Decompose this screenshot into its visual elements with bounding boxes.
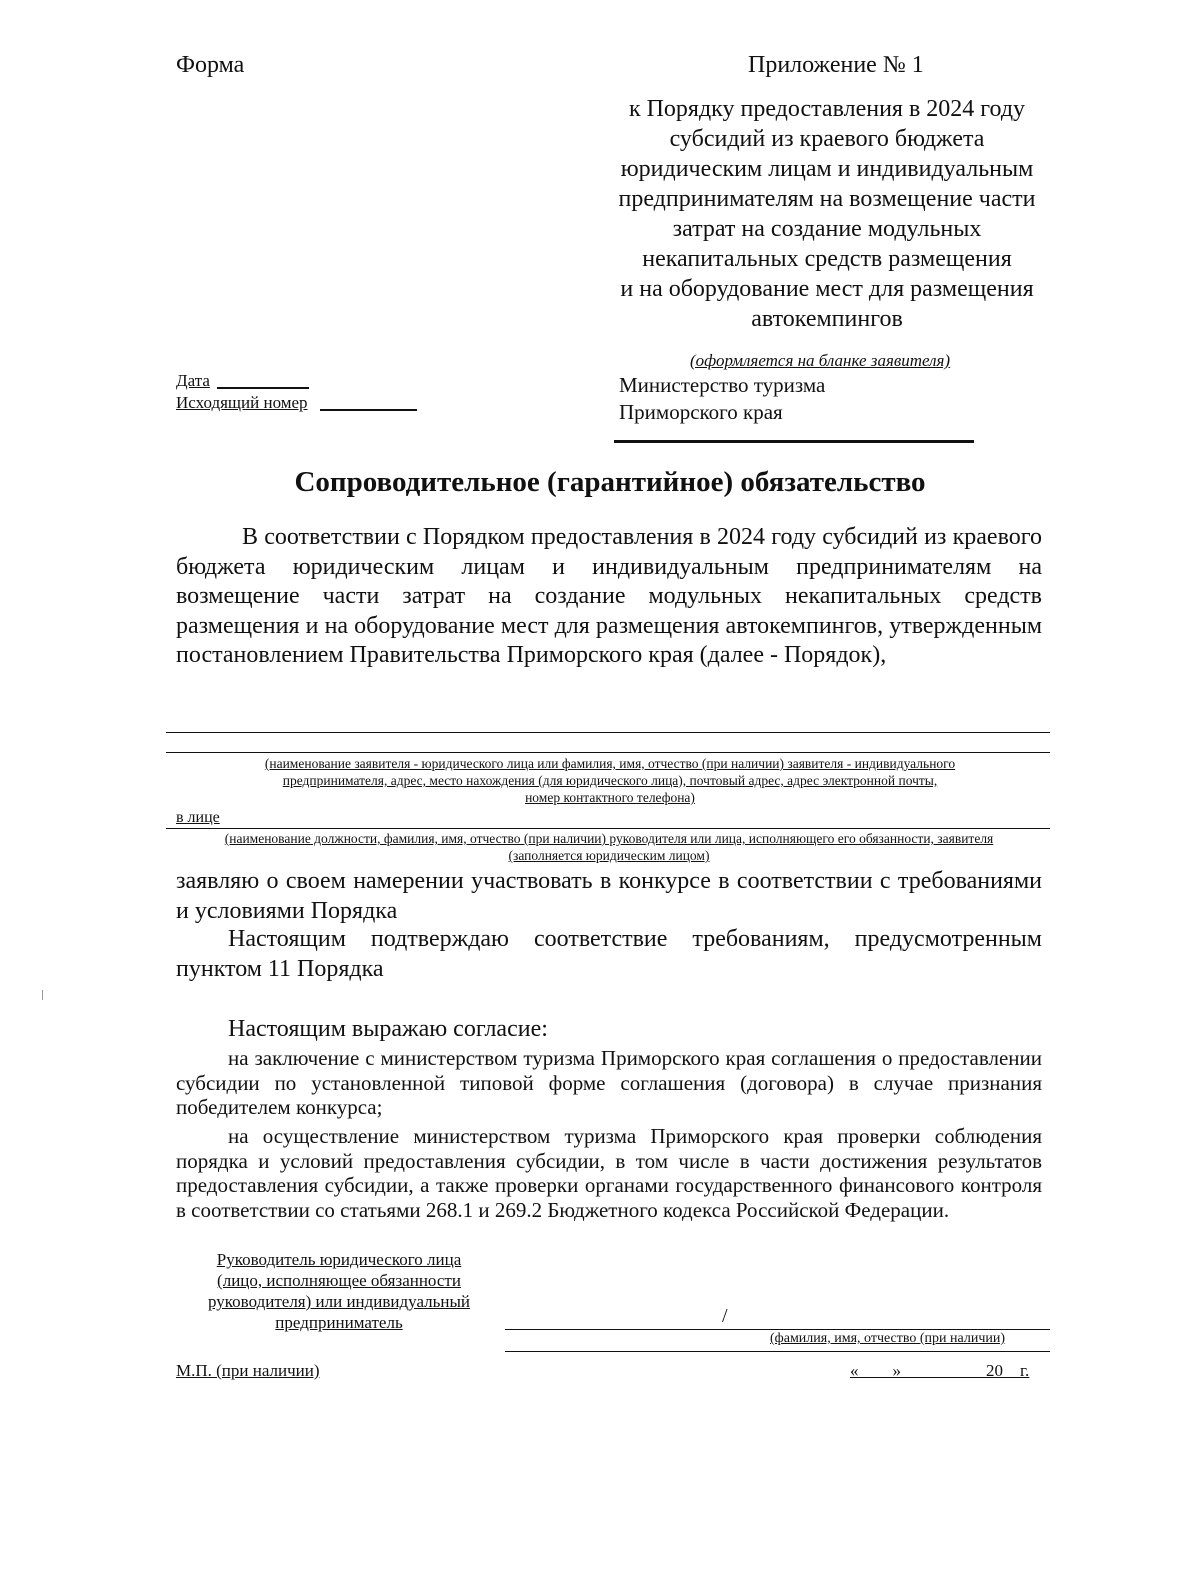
appendix-description [596, 94, 1058, 334]
applicant-fill-line[interactable] [166, 732, 1050, 733]
letterhead-note: (оформляется на бланке заявителя) [690, 351, 951, 370]
intro-paragraph: В соответствии с Порядком предоставления в 2024 году субсидий из краевого бюджета юридическим лицам и индивидуальным предпринимателям на возмещение части затрат на создание модульных некапитальных средств размещения и на оборудование мест для размещения автокемпингов, утвержденным постановлением Правительства Приморского края (далее - Порядок), [176, 524, 1042, 668]
outgoing-number-fill-line[interactable] [320, 409, 417, 411]
appendix-line: затрат на создание модульных [672, 216, 982, 242]
appendix-line: некапитальных средств размещения [642, 246, 1012, 272]
consent-item: на заключение с министерством туризма Приморского края соглашения о предоставлении субсидии по установленной типовой форме соглашения (договора) в случае признания победителем конкурса; [176, 1046, 1042, 1119]
representative-fill-line[interactable] [166, 828, 1050, 829]
appendix-line: предпринимателям на возмещение части [618, 186, 1036, 212]
consent-heading: Настоящим выражаю согласие: [228, 1016, 548, 1042]
appendix-line: автокемпингов [751, 306, 903, 332]
appendix-label: Приложение № 1 [748, 52, 924, 78]
signature-fill-line[interactable] [505, 1351, 1050, 1352]
signatory-role [180, 1249, 498, 1333]
applicant-fill-line[interactable] [166, 752, 1050, 753]
recipient-line: Министерство туризма [619, 373, 826, 397]
date-fill-line[interactable] [217, 387, 309, 389]
confirmation-paragraph: Настоящим подтверждаю соответствие требованиям, предусмотренным пунктом 11 Порядка [176, 926, 1042, 982]
signature-fill-line[interactable] [505, 1329, 1050, 1330]
consent-item: на осуществление министерством туризма Приморского края проверки соблюдения порядка и условий предоставления субсидии, в том числе в части достижения результатов предоставления субсидии, а также проверки органами государственного финансового контроля в соответствии со статьями 268.1 и 269.2 Бюджетного кодекса Российской Федерации. [176, 1124, 1042, 1222]
appendix-line: юридическим лицам и индивидуальным [620, 156, 1034, 182]
signature-separator: / [722, 1305, 728, 1327]
declaration-paragraph: заявляю о своем намерении участвовать в конкурсе в соответствии с требованиями и условиями Порядка [176, 868, 1042, 924]
hint-line: (наименование заявителя - юридического лица или фамилия, имя, отчество (при наличии) заявителя - индивидуального [264, 756, 956, 771]
hint-line: номер контактного телефона) [525, 790, 695, 805]
role-line: руководителя) или индивидуальный [208, 1292, 470, 1311]
scan-mark [42, 990, 43, 1000]
signature-date-field[interactable]: «____»__________20__г. [850, 1361, 1030, 1380]
hint-line: (заполняется юридическим лицом) [508, 848, 710, 863]
role-line: Руководитель юридического лица [216, 1250, 462, 1269]
role-line: предприниматель [275, 1313, 403, 1332]
form-label: Форма [176, 52, 245, 78]
document-title: Сопроводительное (гарантийное) обязательство [294, 466, 926, 498]
role-line: (лицо, исполняющее обязанности [217, 1271, 461, 1290]
appendix-line: к Порядку предоставления в 2024 году [628, 96, 1026, 122]
hint-line: предпринимателя, адрес, место нахождения (для юридического лица), почтовый адрес, адрес электронной почты, [282, 773, 938, 788]
representative-hint [176, 830, 1042, 864]
recipient-fill-line[interactable] [614, 440, 974, 443]
appendix-line: и на оборудование мест для размещения [620, 276, 1034, 302]
name-caption: (фамилия, имя, отчество (при наличии) [770, 1331, 1006, 1346]
appendix-line: субсидий из краевого бюджета [669, 126, 985, 152]
recipient-line: Приморского края [619, 400, 783, 424]
applicant-hint [200, 755, 1020, 806]
hint-line: (наименование должности, фамилия, имя, отчество (при наличии) руководителя или лица, исполняющего его обязанности, заявителя [224, 831, 994, 846]
recipient-address [619, 372, 825, 426]
in-person-label: в лице [176, 809, 220, 826]
date-label: Дата [176, 371, 210, 390]
stamp-label: М.П. (при наличии) [176, 1361, 320, 1380]
outgoing-number-label: Исходящий номер [176, 393, 308, 412]
